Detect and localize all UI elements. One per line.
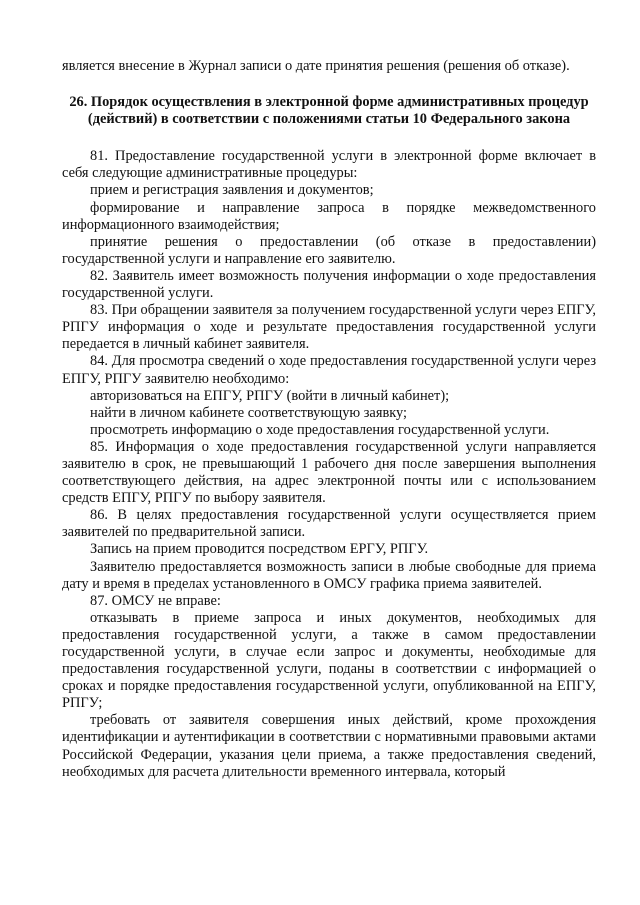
paragraph-87: 87. ОМСУ не вправе: — [90, 592, 221, 609]
continuation-line: является внесение в Журнал записи о дате принятия решения (решения об отказе). — [62, 58, 570, 74]
paragraph-85: 85. Информация о ходе предоставления государственной услуги направляется заявителю в срок, не превышающий 1 рабочего дня после завершения выполнения соответствующего действия, на адрес электронной почты или с использованием средств ЕПГУ, РПГУ по выбору заявителя. — [62, 438, 596, 507]
paragraph-86-schedule: Заявителю предоставляется возможность записи в любые свободные для приема дату и время в пределах установленного в ОМСУ графика приема заявителей. — [62, 558, 596, 592]
paragraph-86: 86. В целях предоставления государственной услуги осуществляется прием заявителей по предварительной записи. — [62, 507, 596, 541]
paragraph-81-item-reception: прием и регистрация заявления и документов; — [90, 182, 374, 199]
section-body — [62, 148, 596, 780]
paragraph-86-appointment: Запись на прием проводится посредством ЕРГУ, РПГУ. — [90, 541, 429, 558]
paragraph-84-item-find: найти в личном кабинете соответствующую заявку; — [90, 404, 408, 421]
paragraph-87-item-refuse: отказывать в приеме запроса и иных документов, необходимых для предоставления государственной услуги, а также в самом предоставлении государственной услуги, в случае если запрос и документы, необходимые для предоставления государственной услуги, поданы в соответствии с информацией о сроках и порядке предоставления государственной услуги, опубликованной на ЕПГУ, РПГУ; — [62, 609, 596, 712]
paragraph-81-item-decision: принятие решения о предоставлении (об отказе в предоставлении) государственной услуги и направление его заявителю. — [62, 233, 596, 267]
paragraph-81-item-request: формирование и направление запроса в порядке межведомственного информационного взаимодействия; — [62, 199, 596, 233]
paragraph-83: 83. При обращении заявителя за получением государственной услуги через ЕПГУ, РПГУ информация о ходе и результате предоставления государственной услуги передается в личный кабинет заявителя. — [62, 302, 596, 353]
paragraph-84-item-login: авторизоваться на ЕПГУ, РПГУ (войти в личный кабинет); — [90, 387, 450, 404]
paragraph-87-item-require: требовать от заявителя совершения иных действий, кроме прохождения идентификации и аутентификации в соответствии с нормативными правовыми актами Российской Федерации, указания цели приема, а также предоставления сведений, необходимых для расчета длительности временного интервала, который — [62, 712, 596, 780]
paragraph-81: 81. Предоставление государственной услуги в электронной форме включает в себя следующие административные процедуры: — [62, 148, 596, 182]
paragraph-84-item-view: просмотреть информацию о ходе предоставления государственной услуги. — [90, 421, 550, 438]
paragraph-82: 82. Заявитель имеет возможность получения информации о ходе предоставления государственной услуги. — [62, 267, 596, 302]
document-page — [62, 58, 596, 781]
section-heading: 26. Порядок осуществления в электронной форме административных процедур (действий) в соответствии с положениями статьи 10 Федерального закона — [69, 94, 589, 128]
paragraph-84: 84. Для просмотра сведений о ходе предоставления государственной услуги через ЕПГУ, РПГУ заявителю необходимо: — [62, 353, 596, 387]
